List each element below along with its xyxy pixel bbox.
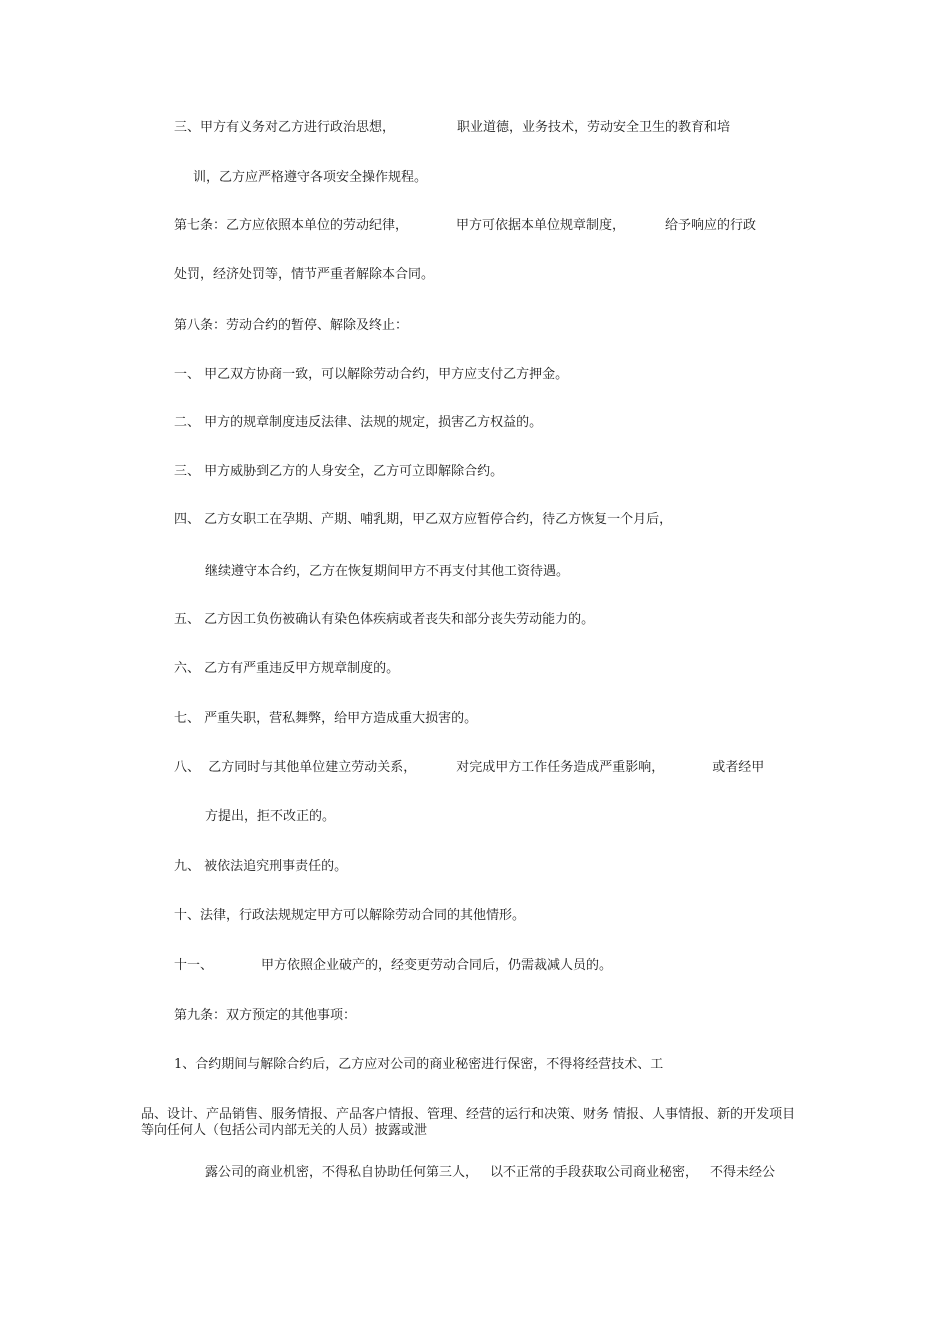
text-line [174, 512, 672, 528]
text-segment: 品、设计、产品销售、服务情报、产品客户情报、管理、经营的运行和决策、财务 情报、人事情报、新的开发项目等向任何人（包括公司内部无关的人员）披露或泄 [141, 1107, 796, 1138]
text-segment: 处罚，经济处罚等，情节严重者解除本合同。 [174, 267, 435, 282]
text-line [174, 859, 347, 875]
text-segment: 三、甲方有义务对乙方进行政治思想， [174, 120, 396, 135]
text-line [174, 612, 594, 628]
text-segment: 露公司的商业机密，不得私自协助任何第三人， [205, 1165, 479, 1180]
text-segment: 六、 乙方有严重违反甲方规章制度的。 [174, 661, 400, 676]
text-line [174, 267, 434, 283]
text-line [174, 318, 408, 334]
text-line [174, 218, 756, 234]
text-segment: 对完成甲方工作任务造成严重影响， [456, 760, 665, 775]
text-line [174, 908, 525, 924]
text-segment: 五、 乙方因工负伤被确认有染色体疾病或者丧失和部分丧失劳动能力的。 [174, 612, 595, 627]
text-line [174, 367, 568, 383]
text-line [174, 464, 503, 480]
text-segment: 三、 甲方威胁到乙方的人身安全，乙方可立即解除合约。 [174, 464, 504, 479]
text-line [205, 809, 335, 825]
text-line [174, 1057, 663, 1073]
text-segment: 或者经甲 [712, 760, 765, 775]
text-segment: 以不正常的手段获取公司商业秘密， [490, 1165, 699, 1180]
text-paragraph [141, 1107, 806, 1139]
text-segment: 职业道德，业务技术，劳动安全卫生的教育和培 [457, 120, 731, 135]
text-segment: 二、 甲方的规章制度违反法律、法规的规定，损害乙方权益的。 [174, 415, 543, 430]
text-segment: 七、 严重失职，营私舞弊，给甲方造成重大损害的。 [174, 711, 478, 726]
text-line [193, 170, 427, 186]
text-segment: 十一、 [174, 958, 214, 973]
text-line [174, 1008, 356, 1024]
text-segment: 第七条：乙方应依照本单位的劳动纪律， [174, 218, 409, 233]
text-segment: 一、 甲乙双方协商一致，可以解除劳动合约，甲方应支付乙方押金。 [174, 367, 569, 382]
text-segment: 继续遵守本合约，乙方在恢复期间甲方不再支付其他工资待遇。 [205, 564, 570, 579]
text-line [174, 120, 730, 136]
text-segment: 训，乙方应严格遵守各项安全操作规程。 [193, 170, 428, 185]
text-segment: 四、 乙方女职工在孕期、产期、哺乳期，甲乙双方应暂停合约，待乙方恢复一个月后， [174, 512, 673, 527]
text-line [205, 564, 569, 580]
text-line [174, 661, 399, 677]
text-line [174, 711, 477, 727]
text-segment: 九、 被依法追究刑事责任的。 [174, 859, 348, 874]
text-segment: 甲方依照企业破产的，经变更劳动合同后，仍需裁减人员的。 [261, 958, 613, 973]
text-line [174, 958, 612, 974]
text-segment: 甲方可依据本单位规章制度， [456, 218, 626, 233]
text-segment: 给予响应的行政 [665, 218, 757, 233]
text-segment: 十、法律，行政法规规定甲方可以解除劳动合同的其他情形。 [174, 908, 526, 923]
text-segment: 不得未经公 [710, 1165, 776, 1180]
text-segment: 八、 乙方同时与其他单位建立劳动关系， [174, 760, 417, 775]
text-segment: 第九条：双方预定的其他事项： [174, 1008, 357, 1023]
text-segment: 1、合约期间与解除合约后，乙方应对公司的商业秘密进行保密，不得将经营技术、工 [174, 1057, 664, 1072]
text-line [205, 1165, 775, 1181]
text-segment: 方提出，拒不改正的。 [205, 809, 336, 824]
text-line [174, 415, 542, 431]
text-segment: 第八条：劳动合约的暂停、解除及终止： [174, 318, 409, 333]
text-line [174, 760, 764, 776]
